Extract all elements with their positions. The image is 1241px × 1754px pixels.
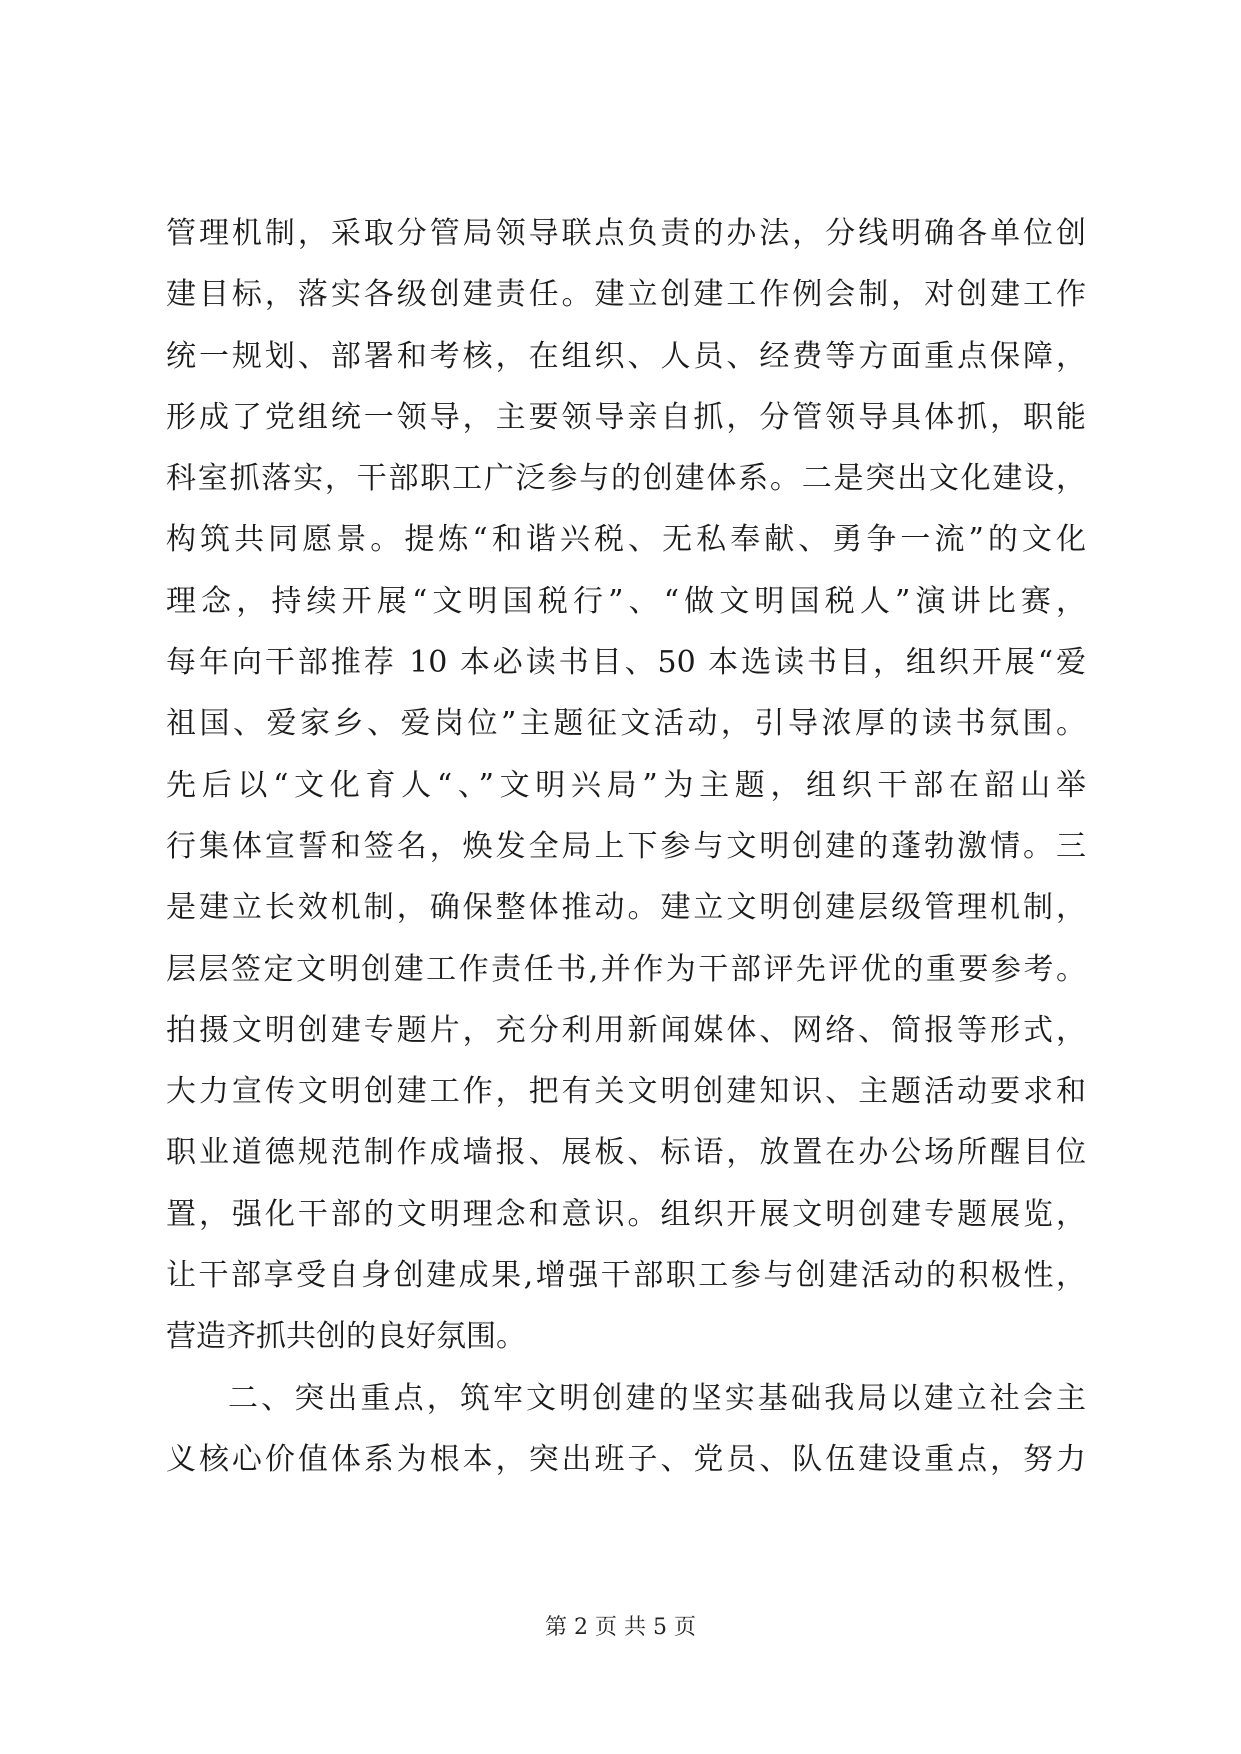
text-line: 形成了党组统一领导，主要领导亲自抓，分管领导具体抓，职能 (166, 399, 1086, 435)
text-line: 大力宣传文明创建工作，把有关文明创建知识、主题活动要求和 (166, 1074, 1086, 1110)
text-line: 置，强化干部的文明理念和意识。组织开展文明创建专题展览， (166, 1196, 1086, 1232)
text-line: 义核心价值体系为根本，突出班子、党员、队伍建设重点，努力 (166, 1441, 1086, 1477)
text-line: 每年向干部推荐 10 本必读书目、50 本选读书目，组织开展“爱 (166, 645, 1086, 681)
paragraph-end-line: 营造齐抓共创的良好氛围。 (166, 1319, 526, 1355)
text-line: 拍摄文明创建专题片，充分利用新闻媒体、网络、简报等形式， (166, 1012, 1086, 1048)
text-line: 是建立长效机制，确保整体推动。建立文明创建层级管理机制， (166, 890, 1086, 926)
section-heading-line: 二、突出重点，筑牢文明创建的坚实基础我局以建立社会主 (228, 1380, 1086, 1416)
text-line: 职业道德规范制作成墙报、展板、标语，放置在办公场所醒目位 (166, 1135, 1086, 1171)
text-line: 管理机制，采取分管局领导联点负责的办法，分线明确各单位创 (166, 216, 1086, 251)
body-text (166, 203, 1086, 1490)
text-line: 祖国、爱家乡、爱岗位”主题征文活动，引导浓厚的读书氛围。 (166, 706, 1086, 742)
text-line: 理念，持续开展“文明国税行”、“做文明国税人”演讲比赛， (166, 583, 1086, 619)
text-line: 先后以“文化育人“、”文明兴局”为主题，组织干部在韶山举 (166, 767, 1086, 803)
text-line: 建目标，落实各级创建责任。建立创建工作例会制，对创建工作 (166, 277, 1086, 313)
text-line: 统一规划、部署和考核，在组织、人员、经费等方面重点保障， (166, 338, 1086, 374)
text-line: 让干部享受自身创建成果,增强干部职工参与创建活动的积极性， (166, 1258, 1086, 1294)
page-number-footer: 第 2 页 共 5 页 (545, 1615, 696, 1640)
text-line: 层层签定文明创建工作责任书,并作为干部评先评优的重要参考。 (166, 951, 1086, 987)
text-line: 构筑共同愿景。提炼“和谐兴税、无私奉献、勇争一流”的文化 (166, 522, 1086, 558)
text-line: 科室抓落实，干部职工广泛参与的创建体系。二是突出文化建设， (166, 461, 1086, 497)
text-line: 行集体宣誓和签名，焕发全局上下参与文明创建的蓬勃激情。三 (166, 828, 1086, 864)
